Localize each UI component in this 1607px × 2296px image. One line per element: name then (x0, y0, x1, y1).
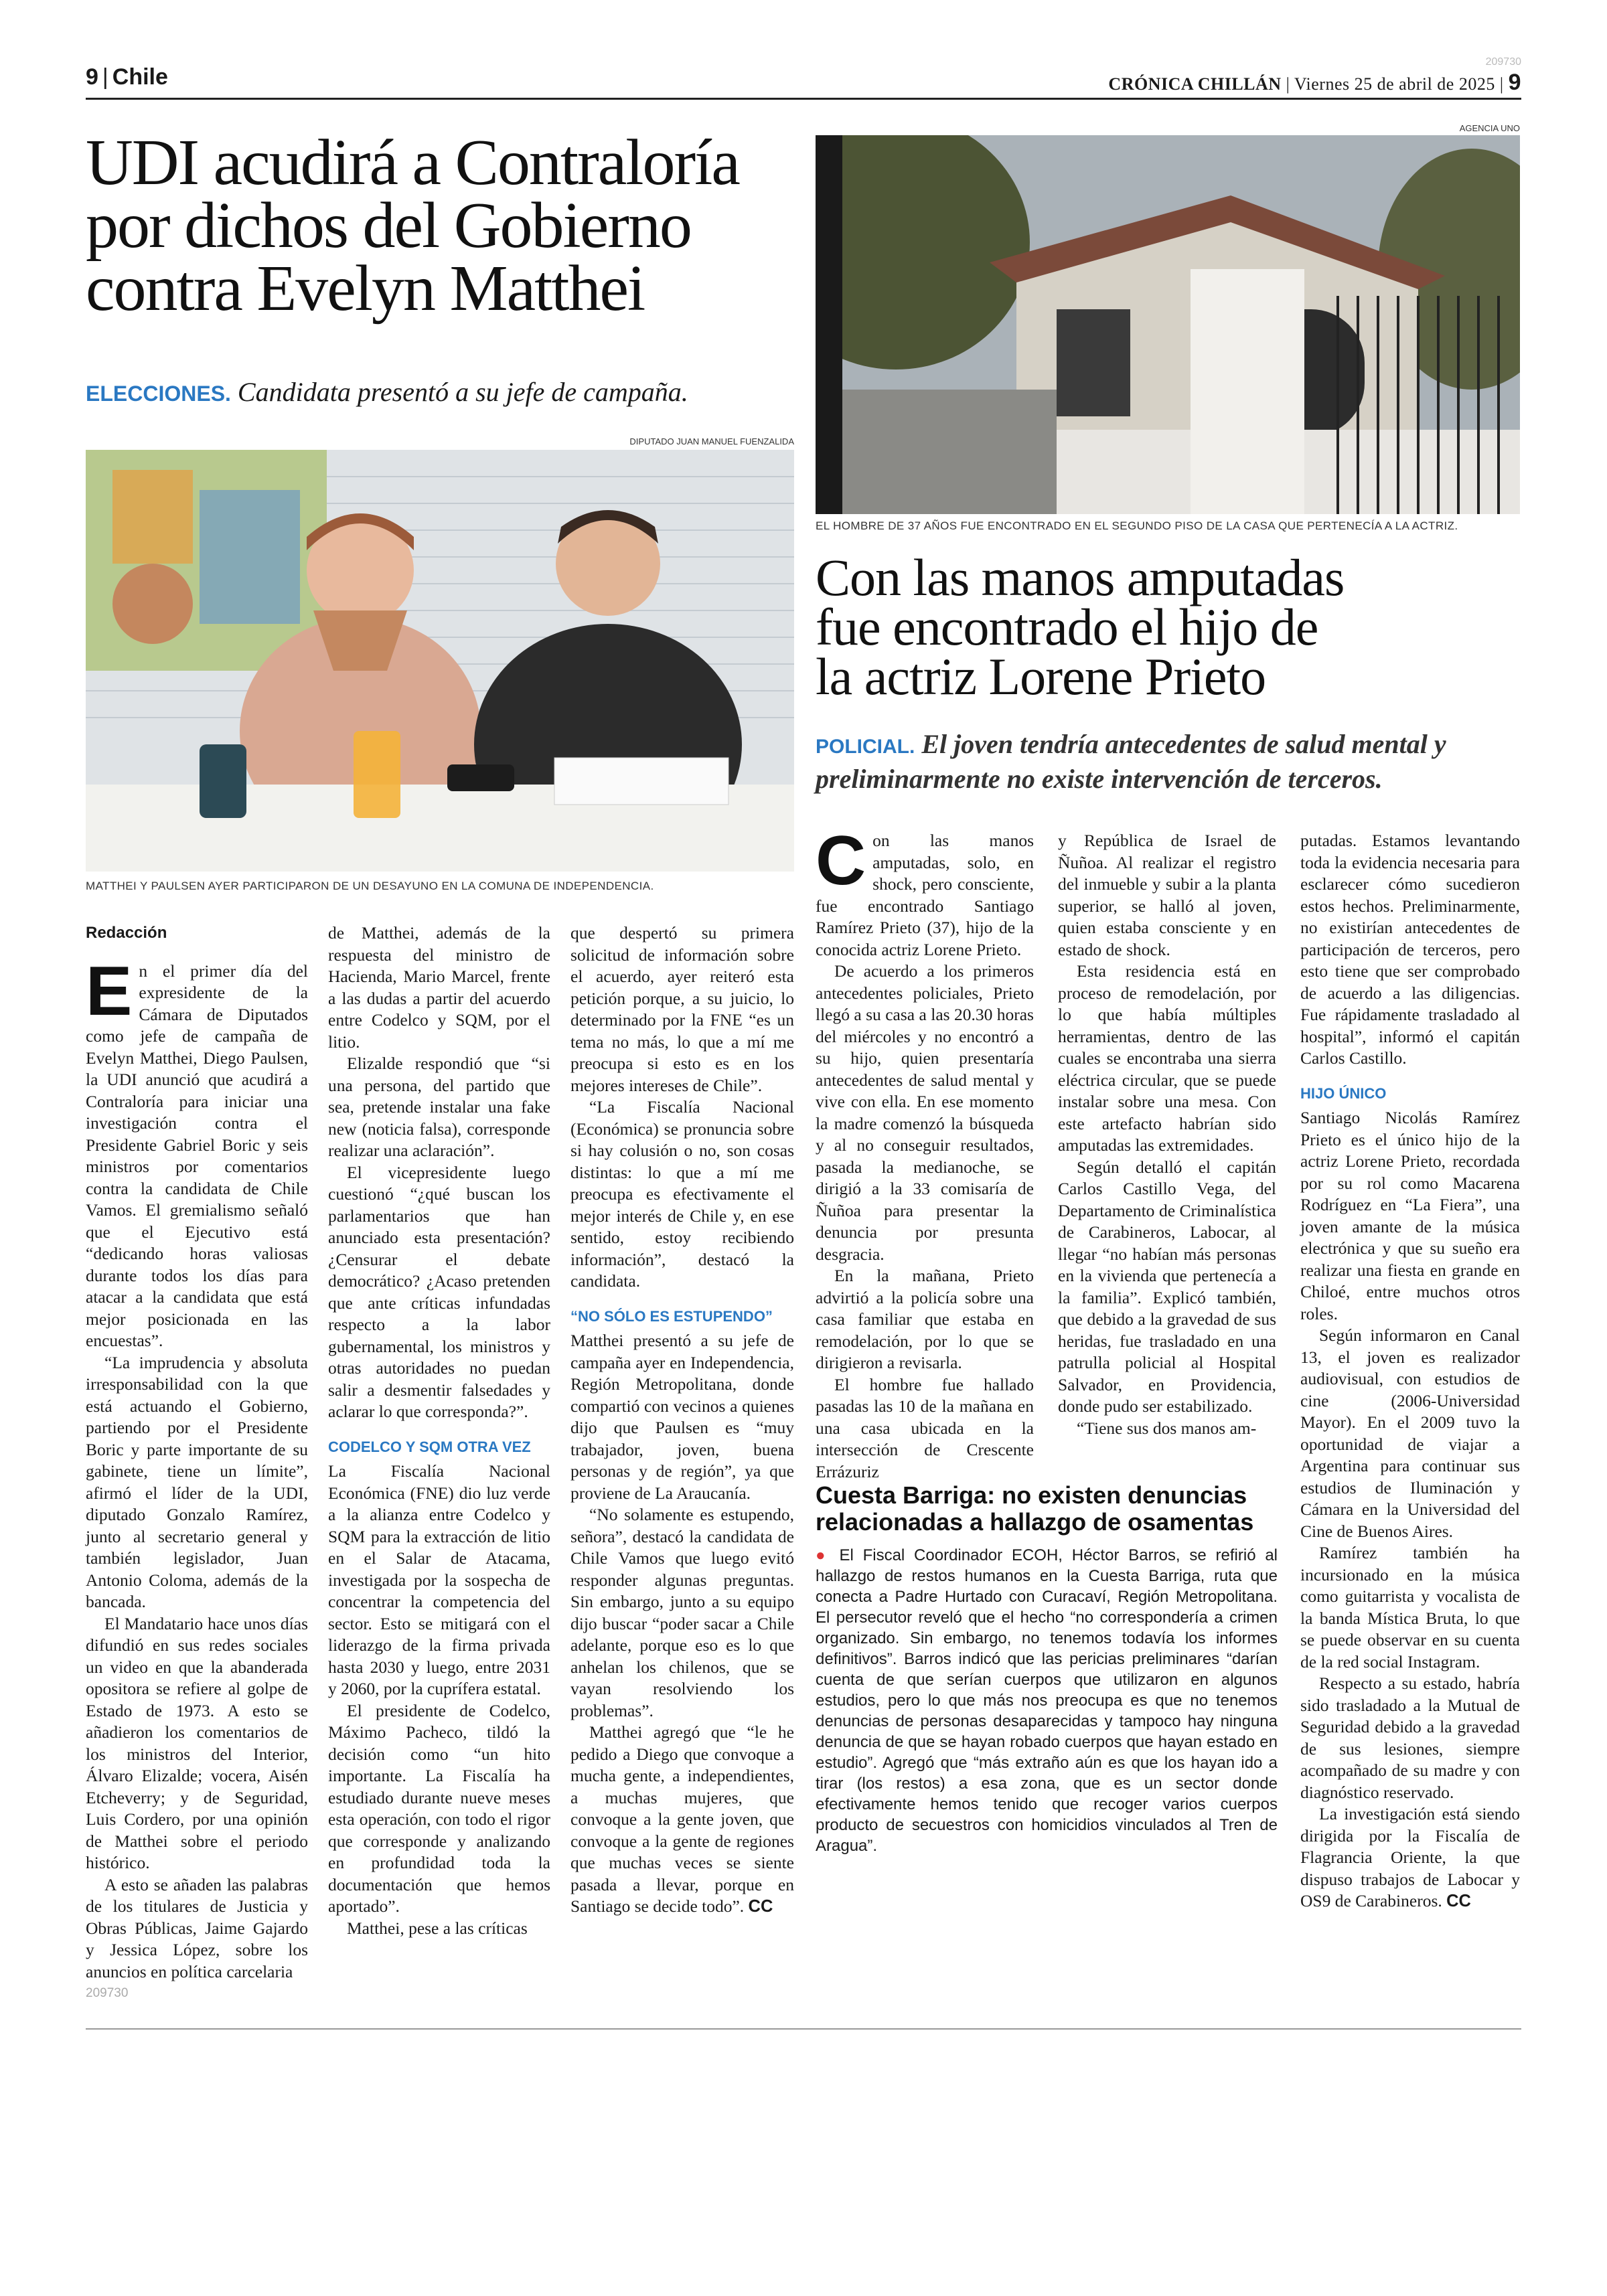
paragraph: que despertó su primera solicitud de información sobre el acuerdo, ayer reiteró esta petición porque, a su juicio, lo determinado por la FNE “es un tema no más, lo que a mí me preocupa si esto es en los mejores intereses de Chile”. (570, 923, 794, 1095)
paragraph: El Mandatario hace unos días difundió en sus redes sociales un video en que la abanderada opositora se refiere al golpe de Estado de 1973. A esto se añadieron los comentarios de los ministros del Interior, Álvaro Elizalde; vocera, Aisén Etcheverry; y de Seguridad, Luis Cordero, por una opinión de Matthei sobre el periodo histórico. (86, 1613, 308, 1872)
paragraph: “La Fiscalía Nacional (Económica) se pronuncia sobre si hay colusión o no, son cosas distintas: lo que a mí me preocupa es efectivamente el mejor interés de Chile y, en ese sentido, estoy recibiendo información”, destacó la candidata. (570, 1097, 794, 1291)
article1-dek (86, 376, 795, 410)
page-number: 9 (86, 64, 98, 90)
article2-dek (816, 728, 1519, 795)
paragraph: “Tiene sus dos manos am- (1077, 1418, 1257, 1438)
bullet-icon: ● (816, 1546, 830, 1564)
sidebar-text: El Fiscal Coordinador ECOH, Héctor Barros, se refirió al hallazgo de restos humanos en la Cuesta Barriga, ruta que conecta a Padre Hurtado con Curacaví, Región Metropolitana. El persecutor reveló que el hecho “no correspondería a crimen organizado. Sin embargo, no tenemos todavía los informes definitivos”. Barros indicó que las pericias preliminares “darían cuenta de que serían cuerpos que utilizaron en algunos estudios, pero lo que más nos preocupa es que no tenemos denuncias de personas desaparecidas y tampoco hay ninguna denuncia de que se hayan robado cuerpos que hayan estado en estudio”. Agregó que “más extraño aún es que los hayan ido a tirar (los restos) a esa zona, que es un sector donde efectivamente hemos tenido que recoger varios cuerpos producto de secuestros con homicidios vinculados al Tren de Aragua”. (816, 1546, 1278, 1855)
newspaper-name: CRÓNICA CHILLÁN (1108, 74, 1282, 94)
article1-subhead-codelco: CODELCO Y SQM OTRA VEZ (328, 1438, 531, 1455)
paragraph: Elizalde respondió que “si una persona, del partido que sea, pretende instalar una fake new (noticia falsa), corresponde realizar una aclaración”. (328, 1054, 550, 1160)
paragraph: El presidente de Codelco, Máximo Pacheco, tildó la decisión como “un hito importante. La Fiscalía ha estudiado durante nueve meses esta operación, con todo el rigor que corresponde y analizando en profundidad toda la documentación que hemos aportado”. (328, 1700, 550, 1916)
page-number-right: 9 (1508, 70, 1521, 95)
header-code: 209730 (1485, 56, 1521, 68)
house-photo-illustration (816, 135, 1520, 514)
headline-line: fue encontrado el hijo de (816, 598, 1318, 656)
article1-col2 (328, 922, 550, 1939)
article1-photo-credit: DIPUTADO JUAN MANUEL FUENZALIDA (629, 436, 794, 446)
article2-photo-credit: AGENCIA UNO (1459, 123, 1520, 133)
paragraph: Santiago Nicolás Ramírez Prieto es el único hijo de la actriz Lorene Prieto, recordada por su rol como Macarena Rodríguez en “La Fiera”, una joven amante de la música electrónica y que su sueño era realizar una fiesta en grande en Chiloé, entre muchos otros roles. (1300, 1108, 1520, 1323)
headline-line: por dichos del Gobierno (86, 189, 691, 262)
paragraph: putadas. Estamos levantando toda la evidencia necesaria para esclarecer cómo sucedieron estos hechos. Preliminarmente, no existirían antecedentes de participación de terceros, pero esto tiene que ser comprobado de acuerdo a las diligencias. Fue rápidamente trasladado al hospital”, informó el capitán Carlos Castillo. (1300, 831, 1520, 1068)
paragraph: De acuerdo a los primeros antecedentes policiales, Prieto llegó a su casa a las 20.30 horas del miércoles y no encontró a su hijo, quien presentaría antecedentes de salud mental y vive con ella. En ese momento la madre comenzó la búsqueda y al no conseguir resultados, pasada la medianoche, se dirigió a la 33 comisaría de Ñuñoa para presentar la denuncia por presunta desgracia. (816, 961, 1034, 1264)
paragraph: El hombre fue hallado pasadas las 10 de la mañana en una casa ubicada en la intersección de Crescente Errázuriz (816, 1374, 1034, 1481)
paragraph: Esta residencia está en proceso de remodelación, por lo que había múltiples herramientas, dentro de las cuales se encontraba una sierra eléctrica circular, que se puede instalar sobre una mesa. Con este artefacto habrían sido amputadas las extremidades. (1058, 961, 1276, 1155)
paragraph: “La imprudencia y absoluta irresponsabilidad con la que está actuando el Gobierno, partiendo por el Presidente Boric y parte importante de su gabinete, tiene un límite”, afirmó el líder de la UDI, diputado Gonzalo Ramírez, junto al secretario general y también legislador, Juan Antonio Coloma, además de la bancada. (86, 1352, 308, 1611)
article1-kicker: ELECCIONES. (86, 382, 231, 406)
paragraph: En la mañana, Prieto advirtió a la policía sobre una casa familiar que estaba en remodelación, por lo que se dirigieron a revisarla. (816, 1266, 1034, 1372)
issue-date: Viernes 25 de abril de 2025 (1294, 74, 1495, 94)
paragraph: “No solamente es estupendo, señora”, destacó la candidata de Chile Vamos que luego evitó responder algunas preguntas. Sin embargo, junto a su equipo dijo buscar “poder sacar a Chile adelante, porque eso es lo que anhelan los chilenos, que se vayan resolviendo los problemas”. (570, 1505, 794, 1720)
article2-kicker: POLICIAL. (816, 736, 915, 758)
paragraph: El vicepresidente luego cuestionó “¿qué buscan los parlamentarios que han anunciado esta presentación? ¿Censurar el debate democrático? ¿Acaso pretenden que ante críticas infundadas respecto a la labor gubernamental, los ministros y otras autoridades no puedan salir a desmentir falsedades y aclarar lo que corresponda?”. (328, 1162, 550, 1421)
article1-byline: Redacción (86, 924, 167, 942)
paragraph: Según detalló el capitán Carlos Castillo Vega, del Departamento de Criminalística de Carabineros, Labocar, al llegar “no habían más personas en la vivienda que pertenecía a la familia”. Explicó también, que debido a la gravedad de sus heridas, fue trasladado en una patrulla policial al Hospital Salvador, en Providencia, donde pudo ser estabilizado. (1058, 1157, 1276, 1416)
page-header-brand: CRÓNICA CHILLÁN | Viernes 25 de abril de 2025 | 9 (1108, 70, 1521, 95)
breakfast-photo-illustration (86, 450, 794, 872)
paragraph: A esto se añaden las palabras de los titulares de Justicia y Obras Públicas, Jaime Gajardo y Jessica López, sobre los anuncios en política carcelaria (86, 1874, 308, 1981)
footer-rule (86, 2028, 1521, 2030)
article2-headline (816, 548, 1519, 706)
headline-line: la actriz Lorene Prieto (816, 647, 1266, 706)
paragraph: Matthei agregó que “le he pedido a Diego que convoque a mucha gente, a independientes, a muchas mujeres, que convoque a la gente joven, que convoque a la gente de regiones que muchas veces se siente pasada a llevar, porque en Santiago se decide todo”. (570, 1722, 794, 1916)
sidebar-title: Cuesta Barriga: no existen denuncias relacionadas a hallazgo de osamentas (816, 1481, 1254, 1536)
article2-photo-caption: EL HOMBRE DE 37 AÑOS FUE ENCONTRADO EN EL SEGUNDO PISO DE LA CASA QUE PERTENECÍA A LA ACTRIZ. (816, 519, 1458, 532)
article1-dek-text: Candidata presentó a su jefe de campaña. (237, 377, 688, 407)
article1-photo (86, 450, 794, 872)
article2-subhead-hijo-unico: HIJO ÚNICO (1300, 1084, 1387, 1102)
article1-dropcap: E (86, 952, 133, 1030)
headline-line: Con las manos amputadas (816, 548, 1345, 606)
paragraph: Respecto a su estado, habría sido trasladado a la Mutual de Seguridad debido a la gravedad de sus lesiones, siempre acompañado de su madre y con diagnóstico reservado. (1300, 1673, 1520, 1802)
article1-endmark: CC (748, 1897, 773, 1916)
article1-subhead-estupendo: “NO SÓLO ES ESTUPENDO” (570, 1307, 773, 1325)
paragraph: Matthei presentó a su jefe de campaña ayer en Independencia, Región Metropolitana, donde compartió con vecinos a quienes dijo que Paulsen es “muy trabajador, joven, buena personas y de región”, ya que proviene de La Araucanía. (570, 1331, 794, 1503)
header-rule (86, 98, 1521, 100)
article2-dropcap: C (816, 822, 866, 900)
article2-col2 (1058, 830, 1276, 1439)
article2-col1 (816, 822, 1034, 1483)
article1-photo-caption: MATTHEI Y PAULSEN AYER PARTICIPARON DE UN DESAYUNO EN LA COMUNA DE INDEPENDENCIA. (86, 880, 654, 892)
section-name: Chile (112, 64, 168, 90)
paragraph: La investigación está siendo dirigida por la Fiscalía de Flagrancia Oriente, la que dispuso trabajos de Labocar y OS9 de Carabineros. (1300, 1804, 1520, 1910)
sidebar-body (816, 1545, 1278, 1856)
page-header-section: 9 | Chile (86, 64, 168, 90)
paragraph: Matthei, pese a las críticas (347, 1918, 528, 1938)
paragraph: La Fiscalía Nacional Económica (FNE) dio luz verde a la alianza entre Codelco y SQM para la extracción de litio en el Salar de Atacama, investigada por la sospecha de concentrar la competencia del sector. Esto se mitigará con el liderazgo de la firma privada hasta 2030 y luego, entre 2031 y 2060, por la cuprífera estatal. (328, 1461, 550, 1698)
headline-line: UDI acudirá a Contraloría (86, 127, 739, 199)
paragraph: on las manos amputadas, solo, en shock, pero consciente, fue encontrado Santiago Ramírez Prieto (37), hijo de la conocida actriz Lorene Prieto. (816, 831, 1034, 959)
paragraph: Ramírez también ha incursionado en la música como guitarrista y vocalista de la banda Mística Bruta, lo que se puede observar en su cuenta de la red social Instagram. (1300, 1543, 1520, 1671)
paragraph: y República de Israel de Ñuñoa. Al realizar el registro del inmueble y subir a la planta superior, se halló al joven, quien estaba consciente y en estado de shock. (1058, 831, 1276, 959)
sidebar-box (816, 1482, 1278, 1856)
article1-image-code: 209730 (86, 1986, 129, 2000)
article2-photo (816, 135, 1520, 514)
article1-col3 (570, 922, 794, 1918)
article2-dek-text: El joven tendría antecedentes de salud mental y preliminarmente no existe intervención de terceros. (816, 729, 1446, 794)
article1-headline (86, 127, 795, 325)
paragraph: de Matthei, además de la respuesta del ministro de Hacienda, Mario Marcel, frente a las dudas a partir del acuerdo entre Codelco y SQM, por el litio. (328, 923, 550, 1052)
paragraph: n el primer día del expresidente de la Cámara de Diputados como jefe de campaña de Evelyn Matthei, Diego Paulsen, la UDI anunció que acudirá a Contraloría para iniciar una investigación contra el Presidente Gabriel Boric y seis ministros por comentarios contra la candidata de Chile Vamos. El gremialismo señaló que el Ejecutivo está “dedicando horas valiosas durante todos los días para atacar a la candidata que está mejor posicionada en las encuestas”. (86, 961, 308, 1350)
article2-col3 (1300, 830, 1520, 1912)
article1-col1 (86, 922, 308, 2005)
paragraph: Según informaron en Canal 13, el joven es realizador audiovisual, con estudios de cine (2006-Universidad Mayor). En el 2009 tuvo la oportunidad de viajar a Argentina para continuar sus estudios de Iluminación y Cámara en la Universidad del Cine de Buenos Aires. (1300, 1325, 1520, 1541)
headline-line: contra Evelyn Matthei (86, 252, 645, 325)
article2-endmark: CC (1446, 1892, 1471, 1910)
